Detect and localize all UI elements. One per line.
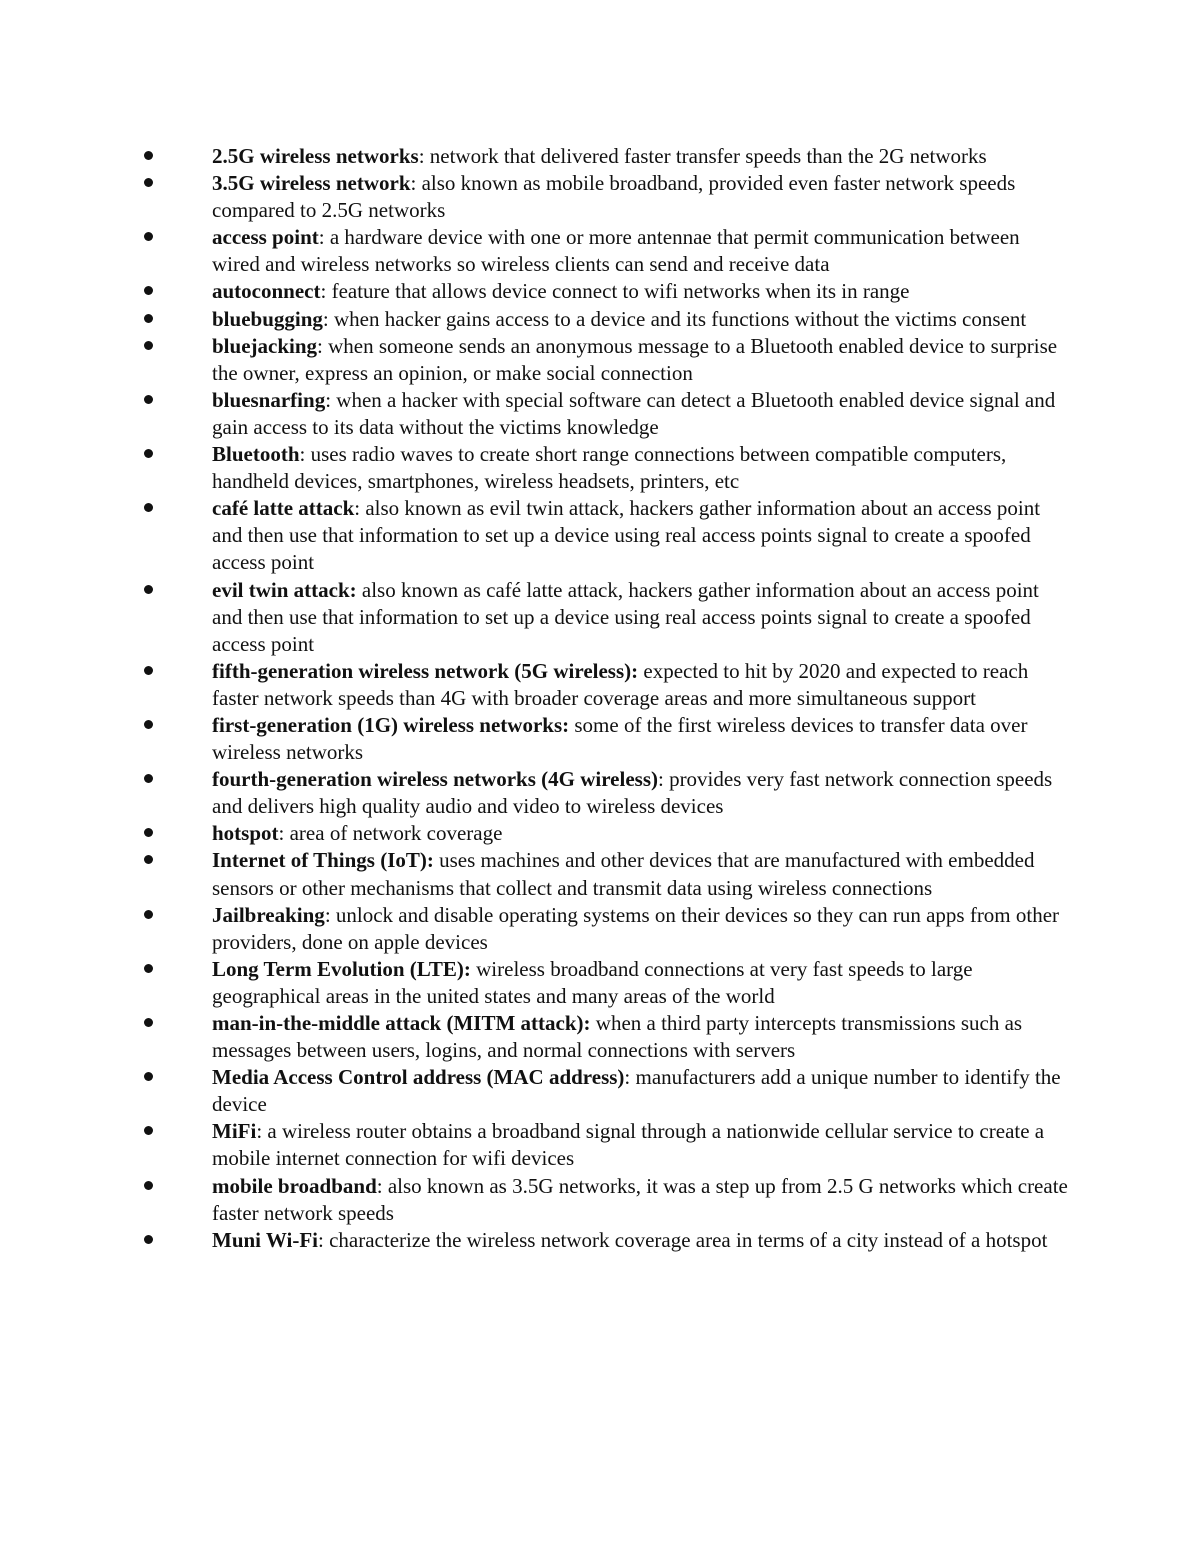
bullet-icon bbox=[144, 178, 153, 187]
glossary-definition: : also known as evil twin attack, hackers gather information about an access point and then use that information to set up a device using real access points signal to create a spoofed access point bbox=[212, 496, 1041, 575]
glossary-definition: : when hacker gains access to a device and its functions without the victims consent bbox=[322, 306, 1027, 331]
glossary-entry bbox=[140, 333, 1070, 387]
glossary-term: 2.5G wireless networks bbox=[212, 144, 419, 168]
glossary-term: Muni Wi-Fi bbox=[212, 1227, 318, 1252]
glossary-term: evil twin attack: bbox=[212, 577, 357, 602]
glossary-entry bbox=[140, 441, 1070, 495]
glossary-entry bbox=[140, 577, 1070, 658]
glossary-term: 3.5G wireless network bbox=[212, 171, 411, 196]
glossary-definition: also known as café latte attack, hackers gather information about an access point and then use that information to set up a device using real access points signal to create a spoofed access point bbox=[212, 577, 1039, 656]
glossary-definition: : also known as mobile broadband, provided even faster network speeds compared to 2.5G networks bbox=[212, 171, 1016, 223]
glossary-definition: expected to hit by 2020 and expected to reach faster network speeds than 4G with broader coverage areas and more simultaneous support bbox=[212, 658, 1029, 710]
glossary-entry bbox=[140, 847, 1070, 901]
glossary-definition: : also known as 3.5G networks, it was a step up from 2.5 G networks which create faster network speeds bbox=[212, 1173, 1068, 1225]
glossary-definition: : a wireless router obtains a broadband signal through a nationwide cellular service to create a mobile internet connection for wifi devices bbox=[212, 1119, 1045, 1171]
glossary-term: Internet of Things (IoT): bbox=[212, 848, 434, 873]
glossary-entry bbox=[140, 1010, 1070, 1064]
bullet-icon bbox=[144, 503, 153, 512]
glossary-definition: : when a hacker with special software can detect a Bluetooth enabled device signal and gain access to its data without the victims knowledge bbox=[212, 387, 1056, 439]
glossary-definition: : unlock and disable operating systems on their devices so they can run apps from other providers, done on apple devices bbox=[212, 902, 1060, 954]
glossary-entry bbox=[140, 306, 1070, 333]
glossary-entry bbox=[140, 902, 1070, 956]
bullet-icon bbox=[144, 720, 153, 729]
bullet-icon bbox=[144, 1126, 153, 1135]
glossary-definition: : uses radio waves to create short range connections between compatible computers, handheld devices, smartphones, wireless headsets, printers, etc bbox=[212, 442, 1007, 494]
bullet-icon bbox=[144, 449, 153, 458]
glossary-definition: : provides very fast network connection speeds and delivers high quality audio and video to wireless devices bbox=[212, 767, 1053, 819]
glossary-definition: : feature that allows device connect to wifi networks when its in range bbox=[320, 279, 910, 304]
bullet-icon bbox=[144, 1018, 153, 1027]
bullet-icon bbox=[144, 1072, 153, 1081]
glossary-entry bbox=[140, 278, 1070, 305]
glossary-entry bbox=[140, 712, 1070, 766]
glossary-entry bbox=[140, 1173, 1070, 1227]
glossary-definition: some of the first wireless devices to transfer data over wireless networks bbox=[212, 712, 1028, 765]
glossary-entry bbox=[140, 1118, 1070, 1172]
glossary-term: bluebugging bbox=[212, 306, 323, 331]
bullet-icon bbox=[144, 585, 153, 594]
glossary-term: hotspot bbox=[212, 821, 279, 846]
bullet-icon bbox=[144, 910, 153, 919]
glossary-definition: : manufacturers add a unique number to identify the device bbox=[212, 1065, 1061, 1117]
glossary-definition: uses machines and other devices that are manufactured with embedded sensors or other mechanisms that collect and transmit data using wireless connections bbox=[212, 848, 1035, 900]
glossary-entry bbox=[140, 170, 1070, 224]
glossary-entry bbox=[140, 820, 1070, 847]
glossary-term: man-in-the-middle attack (MITM attack): bbox=[212, 1011, 591, 1035]
bullet-icon bbox=[144, 1235, 153, 1244]
glossary-entry bbox=[140, 766, 1070, 820]
bullet-icon bbox=[144, 828, 153, 837]
glossary-definition: : area of network coverage bbox=[278, 821, 503, 846]
bullet-icon bbox=[144, 666, 153, 675]
glossary-term: Jailbreaking bbox=[212, 902, 325, 927]
glossary-term: autoconnect bbox=[212, 279, 321, 304]
glossary-definition: : a hardware device with one or more antennae that permit communication between wired and wireless networks so wireless clients can send and receive data bbox=[212, 225, 1020, 277]
glossary-entry bbox=[140, 224, 1070, 278]
glossary-term: café latte attack bbox=[212, 496, 355, 521]
glossary-term: Long Term Evolution (LTE): bbox=[212, 956, 471, 981]
bullet-icon bbox=[144, 1181, 153, 1190]
glossary-entry bbox=[140, 143, 1070, 170]
glossary-term: access point bbox=[212, 225, 319, 250]
glossary-term: bluejacking bbox=[212, 333, 318, 358]
glossary-entry bbox=[140, 956, 1070, 1010]
glossary-term: mobile broadband bbox=[212, 1173, 377, 1198]
glossary-term: Bluetooth bbox=[212, 442, 300, 467]
bullet-icon bbox=[144, 964, 153, 973]
glossary-term: fourth-generation wireless networks (4G wireless) bbox=[212, 767, 658, 792]
bullet-icon bbox=[144, 774, 153, 783]
bullet-icon bbox=[144, 341, 153, 350]
glossary-term: bluesnarfing bbox=[212, 387, 326, 412]
glossary-term: MiFi bbox=[212, 1119, 257, 1144]
bullet-icon bbox=[144, 232, 153, 241]
bullet-icon bbox=[144, 286, 153, 295]
bullet-icon bbox=[144, 151, 153, 160]
glossary-definition: when a third party intercepts transmissions such as messages between users, logins, and normal connections with servers bbox=[212, 1011, 1023, 1063]
glossary-list bbox=[140, 143, 1070, 1254]
bullet-icon bbox=[144, 855, 153, 864]
glossary-definition: : characterize the wireless network coverage area in terms of a city instead of a hotspot bbox=[318, 1227, 1048, 1252]
glossary-entry bbox=[140, 658, 1070, 712]
glossary-definition: : when someone sends an anonymous message to a Bluetooth enabled device to surprise the owner, express an opinion, or make social connection bbox=[212, 333, 1058, 385]
glossary-term: Media Access Control address (MAC address) bbox=[212, 1065, 625, 1090]
glossary-entry bbox=[140, 1227, 1070, 1254]
glossary-term: first-generation (1G) wireless networks: bbox=[212, 712, 570, 737]
glossary-definition: wireless broadband connections at very fast speeds to large geographical areas in the united states and many areas of the world bbox=[212, 956, 973, 1008]
glossary-entry bbox=[140, 387, 1070, 441]
glossary-term: fifth-generation wireless network (5G wireless): bbox=[212, 658, 639, 683]
glossary-entry bbox=[140, 1064, 1070, 1118]
bullet-icon bbox=[144, 395, 153, 404]
glossary-entry bbox=[140, 495, 1070, 576]
bullet-icon bbox=[144, 314, 153, 323]
glossary-definition: : network that delivered faster transfer speeds than the 2G networks bbox=[418, 144, 987, 168]
